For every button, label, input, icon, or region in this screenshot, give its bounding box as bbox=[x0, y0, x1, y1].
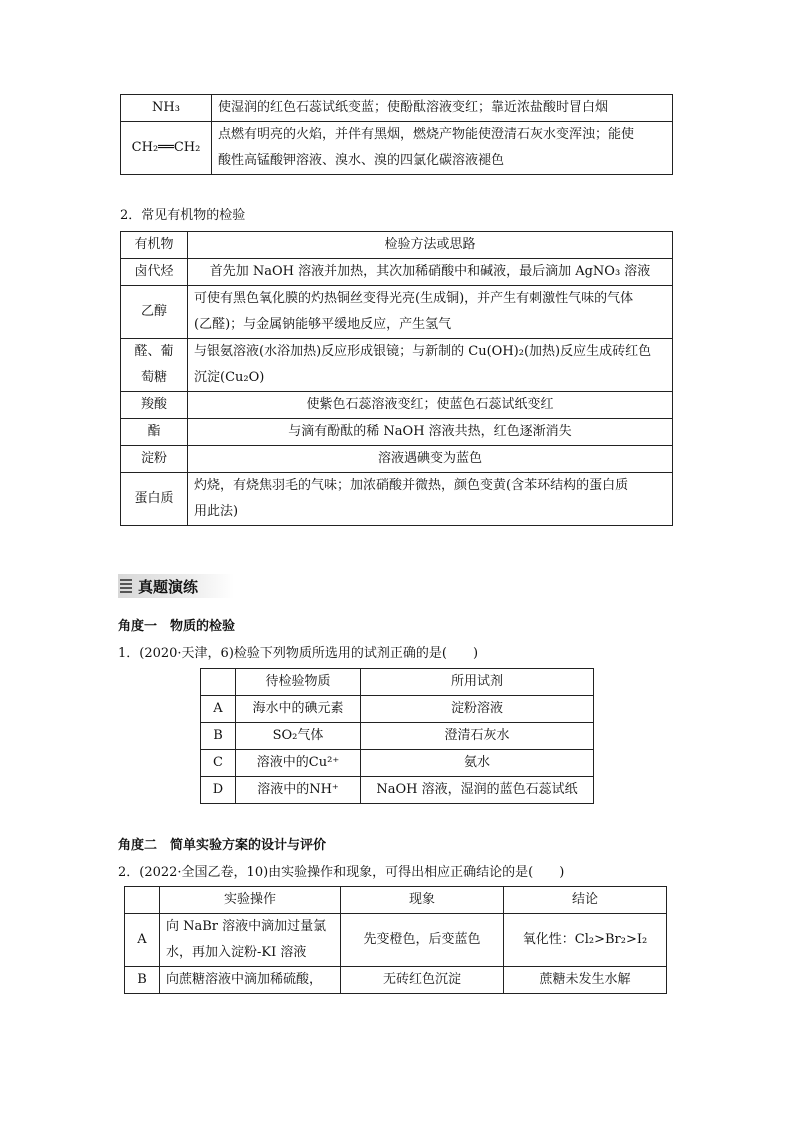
substance-cell: 卤代烃 bbox=[121, 259, 188, 286]
option-key: B bbox=[125, 967, 160, 994]
method-line: 点燃有明亮的火焰，并伴有黑烟，燃烧产物能使澄清石灰水变浑浊；能使 bbox=[218, 127, 635, 142]
substance-cell: SO₂气体 bbox=[236, 723, 361, 750]
option-key: A bbox=[125, 914, 160, 967]
table-row bbox=[121, 286, 673, 339]
header-phenomenon: 现象 bbox=[341, 887, 504, 914]
table-row bbox=[121, 473, 673, 526]
section-header bbox=[118, 570, 234, 600]
substance-cell bbox=[121, 339, 188, 392]
method-cell bbox=[188, 286, 673, 339]
question-1-stem: 1．(2020·天津，6)检验下列物质所选用的试剂正确的是( ) bbox=[118, 646, 479, 661]
table-row bbox=[125, 967, 667, 994]
header-reagent: 所用试剂 bbox=[361, 669, 594, 696]
table-header-row bbox=[201, 669, 594, 696]
method-line: 沉淀(Cu₂O) bbox=[194, 370, 265, 385]
option-key: D bbox=[201, 777, 236, 804]
substance-cell: 蛋白质 bbox=[121, 473, 188, 526]
phenomenon-cell: 无砖红色沉淀 bbox=[341, 967, 504, 994]
method-cell: 溶液遇碘变为蓝色 bbox=[188, 446, 673, 473]
table-row bbox=[201, 696, 594, 723]
angle-2-heading: 角度二 简单实验方案的设计与评价 bbox=[118, 838, 327, 853]
substance-cell: 乙醇 bbox=[121, 286, 188, 339]
substance-cell: 羧酸 bbox=[121, 392, 188, 419]
question-2-stem: 2．(2022·全国乙卷，10)由实验操作和现象，可得出相应正确结论的是( ) bbox=[118, 865, 565, 880]
method-line: 用此法) bbox=[194, 504, 239, 519]
method-cell: 首先加 NaOH 溶液并加热，其次加稀硝酸中和碱液，最后滴加 AgNO₃ 溶液 bbox=[188, 259, 673, 286]
substance-cell: 溶液中的Cu²⁺ bbox=[236, 750, 361, 777]
question-2-table bbox=[124, 886, 667, 994]
method-cell bbox=[188, 473, 673, 526]
phenomenon-cell: 先变橙色，后变蓝色 bbox=[341, 914, 504, 967]
organic-detection-table bbox=[120, 231, 673, 526]
header-substance: 待检验物质 bbox=[236, 669, 361, 696]
option-key: B bbox=[201, 723, 236, 750]
header-method: 检验方法或思路 bbox=[188, 232, 673, 259]
option-key: A bbox=[201, 696, 236, 723]
table-header-row bbox=[121, 232, 673, 259]
section-2-title: 2．常见有机物的检验 bbox=[120, 208, 246, 223]
table-row bbox=[201, 723, 594, 750]
reagent-cell: 澄清石灰水 bbox=[361, 723, 594, 750]
header-operation: 实验操作 bbox=[160, 887, 341, 914]
method-line: (乙醛)；与金属钠能够平缓地反应，产生氢气 bbox=[194, 317, 452, 332]
table-row bbox=[121, 259, 673, 286]
table-row bbox=[121, 95, 673, 122]
method-cell bbox=[212, 122, 673, 175]
table-row bbox=[125, 914, 667, 967]
conclusion-cell: 蔗糖未发生水解 bbox=[504, 967, 667, 994]
header-organic: 有机物 bbox=[121, 232, 188, 259]
option-key: C bbox=[201, 750, 236, 777]
substance-cell: 溶液中的NH⁺ bbox=[236, 777, 361, 804]
substance-cell: 海水中的碘元素 bbox=[236, 696, 361, 723]
reagent-cell: 氨水 bbox=[361, 750, 594, 777]
method-cell: 使湿润的红色石蕊试纸变蓝；使酚酞溶液变红；靠近浓盐酸时冒白烟 bbox=[212, 95, 673, 122]
question-1-table bbox=[200, 668, 594, 804]
method-line: 灼烧，有烧焦羽毛的气味；加浓硝酸并微热，颜色变黄(含苯环结构的蛋白质 bbox=[194, 478, 629, 493]
operation-cell bbox=[160, 914, 341, 967]
substance-cell: CH₂══CH₂ bbox=[121, 122, 212, 175]
table-header-row bbox=[125, 887, 667, 914]
table-row bbox=[121, 419, 673, 446]
table-row bbox=[121, 122, 673, 175]
substance-line: 萄糖 bbox=[140, 370, 167, 385]
table-row bbox=[201, 777, 594, 804]
method-cell: 使紫色石蕊溶液变红；使蓝色石蕊试纸变红 bbox=[188, 392, 673, 419]
substance-cell: 酯 bbox=[121, 419, 188, 446]
method-line: 可使有黑色氧化膜的灼热铜丝变得光亮(生成铜)，并产生有刺激性气味的气体 bbox=[194, 291, 634, 306]
table-row bbox=[121, 339, 673, 392]
list-icon bbox=[120, 579, 132, 593]
substance-line: 醛、葡 bbox=[134, 344, 174, 359]
header-conclusion: 结论 bbox=[504, 887, 667, 914]
section-title: 真题演练 bbox=[138, 578, 199, 596]
operation-line: 向 NaBr 溶液中滴加过量氯 bbox=[166, 919, 327, 934]
table-row bbox=[121, 392, 673, 419]
reagent-cell: NaOH 溶液，湿润的蓝色石蕊试纸 bbox=[361, 777, 594, 804]
table-row bbox=[121, 446, 673, 473]
table-row bbox=[201, 750, 594, 777]
header-key bbox=[125, 887, 160, 914]
substance-cell: NH₃ bbox=[121, 95, 212, 122]
operation-cell: 向蔗糖溶液中滴加稀硫酸， bbox=[160, 967, 341, 994]
header-key bbox=[201, 669, 236, 696]
method-line: 酸性高锰酸钾溶液、溴水、溴的四氯化碳溶液褪色 bbox=[218, 153, 505, 168]
gas-detection-table bbox=[120, 94, 673, 175]
angle-1-heading: 角度一 物质的检验 bbox=[118, 619, 236, 634]
method-line: 与银氨溶液(水浴加热)反应形成银镜；与新制的 Cu(OH)₂(加热)反应生成砖红色 bbox=[194, 344, 652, 359]
method-cell: 与滴有酚酞的稀 NaOH 溶液共热，红色逐渐消失 bbox=[188, 419, 673, 446]
substance-cell: 淀粉 bbox=[121, 446, 188, 473]
operation-line: 水，再加入淀粉-KI 溶液 bbox=[166, 945, 307, 960]
method-cell bbox=[188, 339, 673, 392]
reagent-cell: 淀粉溶液 bbox=[361, 696, 594, 723]
conclusion-cell: 氧化性：Cl₂>Br₂>I₂ bbox=[504, 914, 667, 967]
